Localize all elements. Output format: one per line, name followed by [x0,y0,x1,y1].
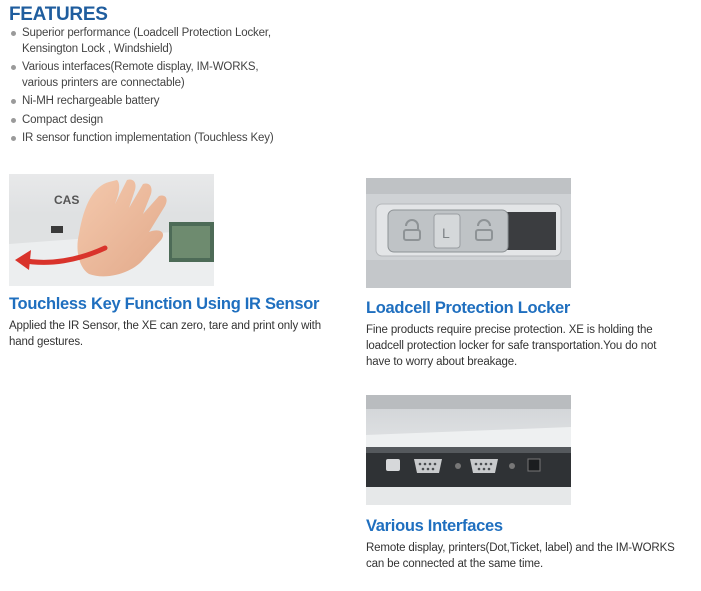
bullet-icon [11,118,16,123]
feature-text: Various interfaces(Remote display, IM-WORKS, [22,61,259,73]
touchless-photo [9,174,214,286]
interfaces-description [366,540,696,572]
power-port-icon [528,459,540,471]
feature-text: various printers are connectable) [22,76,185,89]
loadcell-description [366,322,686,370]
description-line: can be connected at the same time. [366,558,544,570]
locker-label: L [442,225,450,241]
description-line: Applied the IR Sensor, the XE can zero, tare and print only with [9,320,321,332]
usb-port-icon [386,459,400,471]
bullet-icon [11,65,16,70]
loadcell-title: Loadcell Protection Locker [366,299,571,317]
features-heading: FEATURES [9,4,108,25]
serial-port-icon [414,459,442,473]
loadcell-locker-photo [366,178,571,288]
description-line: have to worry about breakage. [366,356,517,368]
feature-text: Compact design [22,113,103,126]
feature-item [9,26,274,57]
feature-text: Superior performance (Loadcell Protection Locker, [22,27,271,39]
touchless-description [9,318,339,350]
ports-illustration [366,395,571,505]
feature-item [9,94,274,110]
description-line: loadcell protection locker for safe transportation.You do not [366,340,657,352]
description-line: Fine products require precise protection. XE is holding the [366,324,653,336]
description-line: Remote display, printers(Dot,Ticket, label) and the IM-WORKS [366,542,675,554]
hand-over-scale-illustration [9,174,214,286]
feature-text: Ni-MH rechargeable battery [22,95,160,107]
feature-text: IR sensor function implementation (Touchless Key) [22,132,274,144]
feature-item [9,60,274,91]
description-line: hand gestures. [9,336,83,348]
interfaces-title: Various Interfaces [366,517,503,535]
touchless-title: Touchless Key Function Using IR Sensor [9,295,320,313]
interfaces-photo [366,395,571,505]
feature-item [9,131,274,147]
feature-item [9,113,274,129]
bullet-icon [11,31,16,36]
locker-illustration [366,178,571,288]
features-list [9,26,274,150]
bullet-icon [11,136,16,141]
serial-port-icon [470,459,498,473]
bullet-icon [11,99,16,104]
brand-text: CAS [54,193,80,207]
feature-text: Kensington Lock , Windshield) [22,42,173,55]
